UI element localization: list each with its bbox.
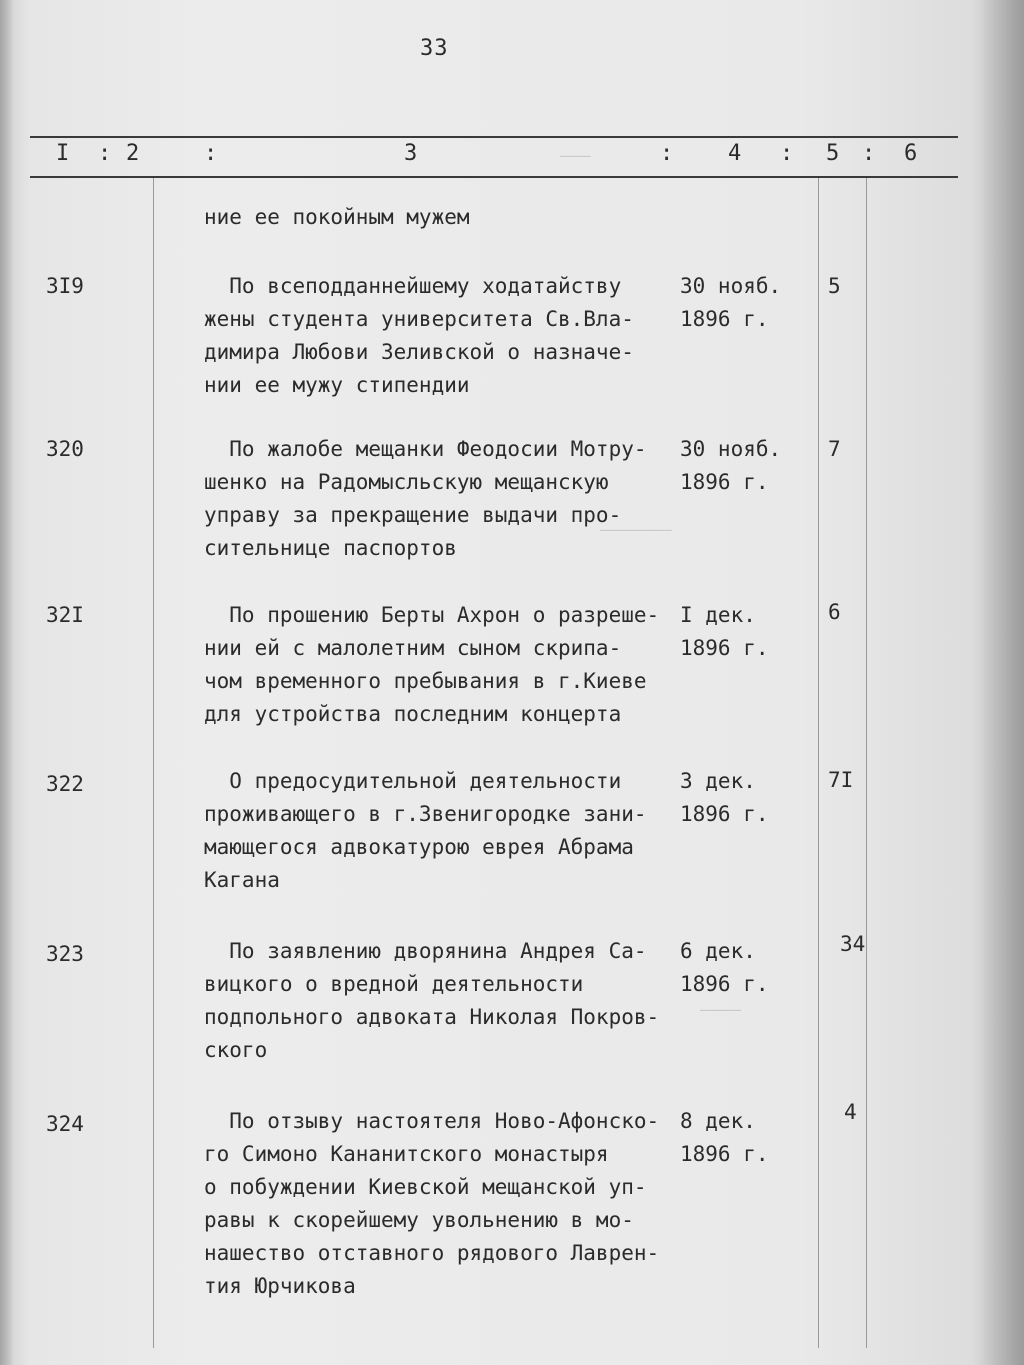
header-top-rule [30,136,958,138]
entry-date: I дек. 1896 г. [680,603,769,660]
bleed-through-mark: ——————— [600,520,672,540]
entry-date: 3 дек. 1896 г. [680,769,769,826]
column-separator: : [862,141,876,166]
entry-number: 324 [46,1112,84,1136]
bleed-through-mark: ———— [700,1000,741,1020]
entry-description: По всеподданнейшему ходатайству жены студента университета Св.Вла- димира Любови Зеливской о назначе- нии ее мужу стипендии [204,274,634,397]
bleed-through-mark: ——— [560,146,591,166]
entry-sheet-count: 7I [828,768,854,792]
column-separator: : [660,141,674,166]
entry-number: 322 [46,772,84,796]
entry-description: По прошению Берты Ахрон о разреше- нии ей с малолетним сыном скрипа- чом временного пребывания в г.Киеве для устройства последним концерта [204,603,660,726]
column-separator: : [98,141,112,166]
column-rule [153,178,154,1348]
entry-date: 30 нояб. 1896 г. [680,274,782,331]
entry-date: 8 дек. 1896 г. [680,1109,769,1166]
entry-sheet-count: 4 [844,1100,857,1124]
column-header-5: 5 [826,141,840,166]
entry-number: 3I9 [46,274,84,298]
column-header-1: I [56,141,70,166]
entry-description: По жалобе мещанки Феодосии Мотру- шенко на Радомысльскую мещанскую управу за прекращение выдачи про- сительнице паспортов [204,437,647,560]
binding-shadow [0,0,14,1365]
entry-description: По заявлению дворянина Андрея Са- вицкого о вредной деятельности подпольного адвоката Николая Покров- ского [204,939,660,1062]
column-rule [818,178,819,1348]
column-header-3: 3 [404,141,418,166]
entry-sheet-count: 6 [828,600,841,624]
column-header-4: 4 [728,141,742,166]
entry-date: 30 нояб. 1896 г. [680,437,782,494]
column-rule [866,178,867,1348]
column-header-6: 6 [904,141,918,166]
entry-sheet-count: 5 [828,274,841,298]
column-header-2: 2 [126,141,140,166]
page-number: 33 [420,36,449,61]
entry-number: 323 [46,942,84,966]
page-edge-shadow [972,0,1024,1365]
column-separator: : [780,141,794,166]
column-separator: : [204,141,218,166]
entry-description: О предосудительной деятельности проживающего в г.Звенигородке зани- мающегося адвокатурою еврея Абрама Кагана [204,769,647,892]
entry-sheet-count: 7 [828,437,841,461]
entry-date: 6 дек. 1896 г. [680,939,769,996]
entry-description: ние ее покойным мужем [204,205,470,229]
entry-sheet-count: 34 [840,932,866,956]
entry-description: По отзыву настоятеля Ново-Афонско- го Симоно Кананитского монастыря о побуждении Киевской мещанской уп- равы к скорейшему увольнению в мо- нашество отставного рядового Лаврен- тия Юрчикова [204,1109,660,1298]
entry-number: 32I [46,603,84,627]
entry-number: 320 [46,437,84,461]
